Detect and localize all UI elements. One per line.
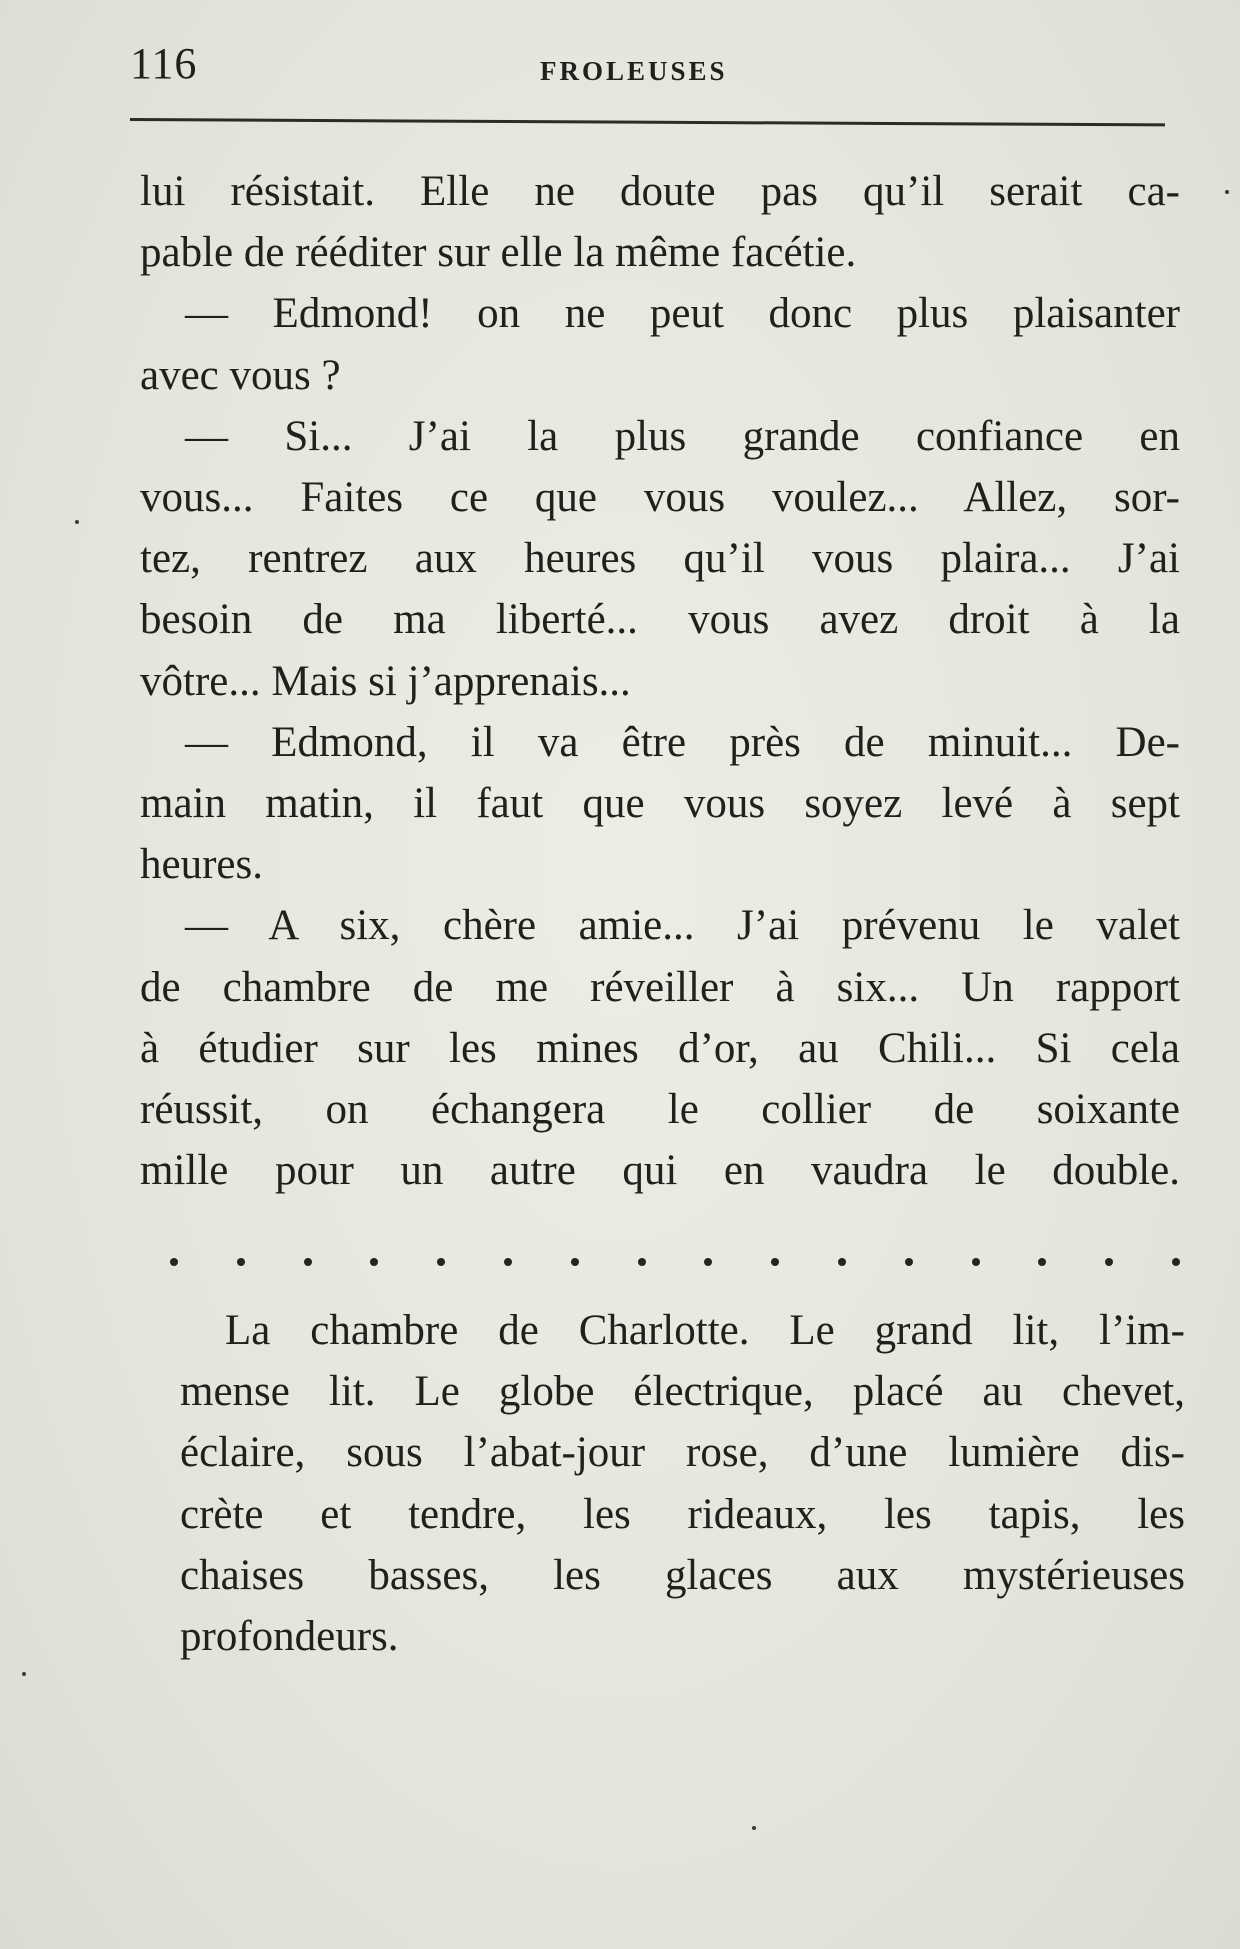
separator-dot (571, 1258, 579, 1266)
text-line: La chambre de Charlotte. Le grand lit, l’im- (225, 1307, 1185, 1354)
body-text-top (140, 161, 1180, 1201)
text-line: éclaire, sous l’abat-jour rose, d’une lumière dis- (180, 1429, 1185, 1477)
text-line: pable de rééditer sur elle la même facétie. (140, 229, 857, 277)
separator-dot (170, 1258, 178, 1266)
page-header (130, 38, 1165, 98)
separator-dot (304, 1258, 312, 1266)
text-line: besoin de ma liberté... vous avez droit à la (140, 596, 1180, 644)
text-line: mille pour un autre qui en vaudra le double. (140, 1147, 1180, 1195)
text-line: vous... Faites ce que vous voulez... Allez, sor- (140, 474, 1180, 522)
body-text-bottom (180, 1300, 1185, 1667)
paper-speck (22, 1672, 26, 1676)
text-line: heures. (140, 841, 263, 889)
separator-dot (504, 1258, 512, 1266)
paper-speck (75, 520, 79, 524)
running-title: FROLEUSES (540, 56, 728, 86)
text-line: avec vous ? (140, 351, 341, 399)
text-line: — Edmond! on ne peut donc plus plaisanter (185, 290, 1180, 338)
section-separator-dots (170, 1258, 1180, 1278)
separator-dot (370, 1258, 378, 1266)
text-line: — A six, chère amie... J’ai prévenu le valet (185, 902, 1180, 950)
separator-dot (972, 1258, 980, 1266)
separator-dot (437, 1258, 445, 1266)
separator-dot (638, 1258, 646, 1266)
text-line: — Edmond, il va être près de minuit... De- (185, 718, 1180, 766)
paper-speck (1225, 190, 1229, 194)
text-line: — Si... J’ai la plus grande confiance en (185, 412, 1180, 460)
separator-dot (237, 1258, 245, 1266)
text-line: lui résistait. Elle ne doute pas qu’il serait ca- (140, 168, 1180, 215)
text-line: main matin, il faut que vous soyez levé à sept (140, 780, 1180, 828)
text-line: à étudier sur les mines d’or, au Chili... Si cela (140, 1024, 1180, 1072)
page-number: 116 (130, 39, 198, 88)
paper-speck (752, 1826, 756, 1830)
text-line: mense lit. Le globe électrique, placé au chevet, (180, 1368, 1185, 1416)
text-line: profondeurs. (180, 1613, 399, 1661)
separator-dot (771, 1258, 779, 1266)
separator-dot (905, 1258, 913, 1266)
separator-dot (1038, 1258, 1046, 1266)
text-line: de chambre de me réveiller à six... Un rapport (140, 963, 1180, 1011)
header-rule (130, 118, 1165, 126)
text-line: vôtre... Mais si j’apprenais... (140, 657, 631, 705)
text-line: tez, rentrez aux heures qu’il vous plaira... J’ai (140, 535, 1180, 583)
separator-dot (1105, 1258, 1113, 1266)
separator-dot (704, 1258, 712, 1266)
separator-dot (838, 1258, 846, 1266)
text-line: chaises basses, les glaces aux mystérieuses (180, 1551, 1185, 1599)
separator-dot (1172, 1258, 1180, 1266)
text-line: crète et tendre, les rideaux, les tapis, les (180, 1490, 1185, 1538)
text-line: réussit, on échangera le collier de soixante (140, 1086, 1180, 1134)
